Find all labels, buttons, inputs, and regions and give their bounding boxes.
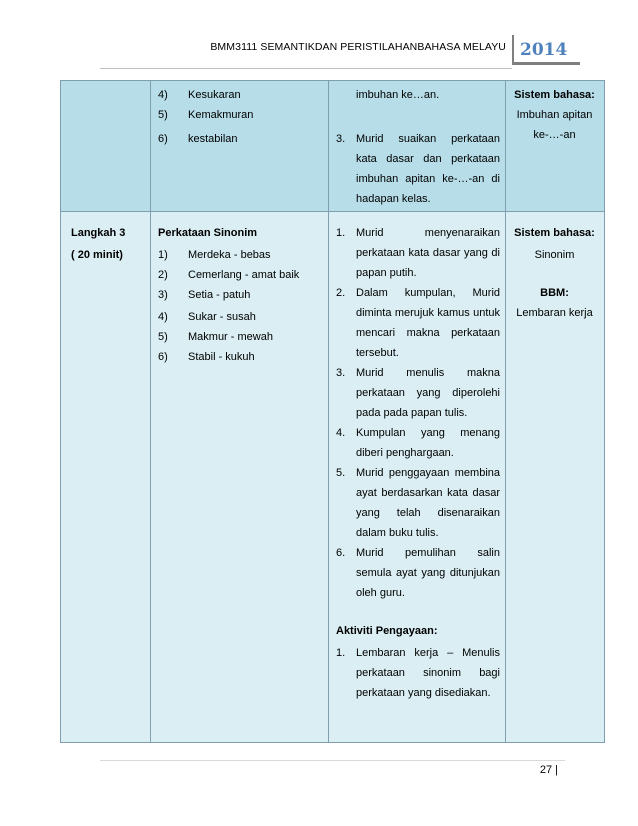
row-divider — [61, 211, 604, 212]
step-label: Langkah 3 — [71, 227, 126, 239]
footer-rule — [100, 760, 565, 761]
row2-col4 — [507, 223, 602, 323]
page-number: 27 | — [539, 764, 558, 776]
list-item: 6) kestabilan — [158, 133, 238, 145]
list-item: 1. Lembaran kerja – Menulis perkataan sinonim bagi perkataan yang disediakan. — [336, 647, 500, 699]
list-item: 4. Kumpulan yang menang diberi penghargaan. — [336, 427, 500, 459]
list-item: 1) Merdeka - bebas — [158, 249, 271, 261]
system-heading: Sistem bahasa: — [514, 89, 595, 101]
page-header — [0, 0, 638, 80]
list-item: 3) Setia - patuh — [158, 289, 251, 301]
row2-col3 — [336, 223, 500, 703]
header-rule — [100, 68, 512, 69]
row2-col2 — [158, 223, 323, 367]
row1-col2 — [158, 85, 323, 149]
header-year: 2014 — [512, 35, 580, 65]
step-time: ( 20 minit) — [71, 249, 123, 261]
list-item: 5. Murid penggayaan membina ayat berdasarkan kata dasar yang telah disenaraikan dalam buku tulis. — [336, 467, 500, 539]
system-heading: Sistem bahasa: — [514, 227, 595, 239]
list-item: 4) Sukar - susah — [158, 311, 256, 323]
list-item: 3. Murid suaikan perkataan kata dasar dan perkataan imbuhan apitan ke-…-an di hadapan kelas. — [336, 133, 500, 205]
list-item: 6. Murid pemulihan salin semula ayat yang ditunjukan oleh guru. — [336, 547, 500, 599]
list-item: 3. Murid menulis makna perkataan yang diperolehi pada pada papan tulis. — [336, 367, 500, 419]
list-item: 5) Kemakmuran — [158, 109, 254, 121]
row2-col1 — [71, 223, 147, 265]
bbm-heading: BBM: — [540, 287, 569, 299]
list-item: 6) Stabil - kukuh — [158, 351, 255, 363]
header-title: BMM3111 SEMANTIKDAN PERISTILAHANBAHASA MELAYU — [210, 41, 506, 53]
section-heading: Perkataan Sinonim — [158, 227, 258, 239]
lesson-plan-table — [60, 80, 605, 743]
row1-col3 — [336, 85, 500, 209]
system-text: Sinonim — [534, 249, 575, 261]
row1-col4 — [507, 85, 602, 145]
list-item: 1. Murid menyenaraikan perkataan kata dasar yang di papan putih. — [336, 227, 500, 279]
list-item: 4) Kesukaran — [158, 89, 241, 101]
column-divider — [328, 81, 329, 742]
list-item: 2. Dalam kumpulan, Murid diminta merujuk kamus untuk mencari makna perkataan tersebut. — [336, 287, 500, 359]
bbm-text: Lembaran kerja — [516, 307, 593, 319]
list-item: 5) Makmur - mewah — [158, 331, 273, 343]
column-divider — [505, 81, 506, 742]
enrichment-heading: Aktiviti Pengayaan: — [336, 625, 438, 637]
system-text: Imbuhan apitan ke-…-an — [516, 109, 593, 141]
continued-text: imbuhan ke…an. — [356, 89, 440, 101]
list-item: 2) Cemerlang - amat baik — [158, 269, 300, 281]
column-divider — [150, 81, 151, 742]
